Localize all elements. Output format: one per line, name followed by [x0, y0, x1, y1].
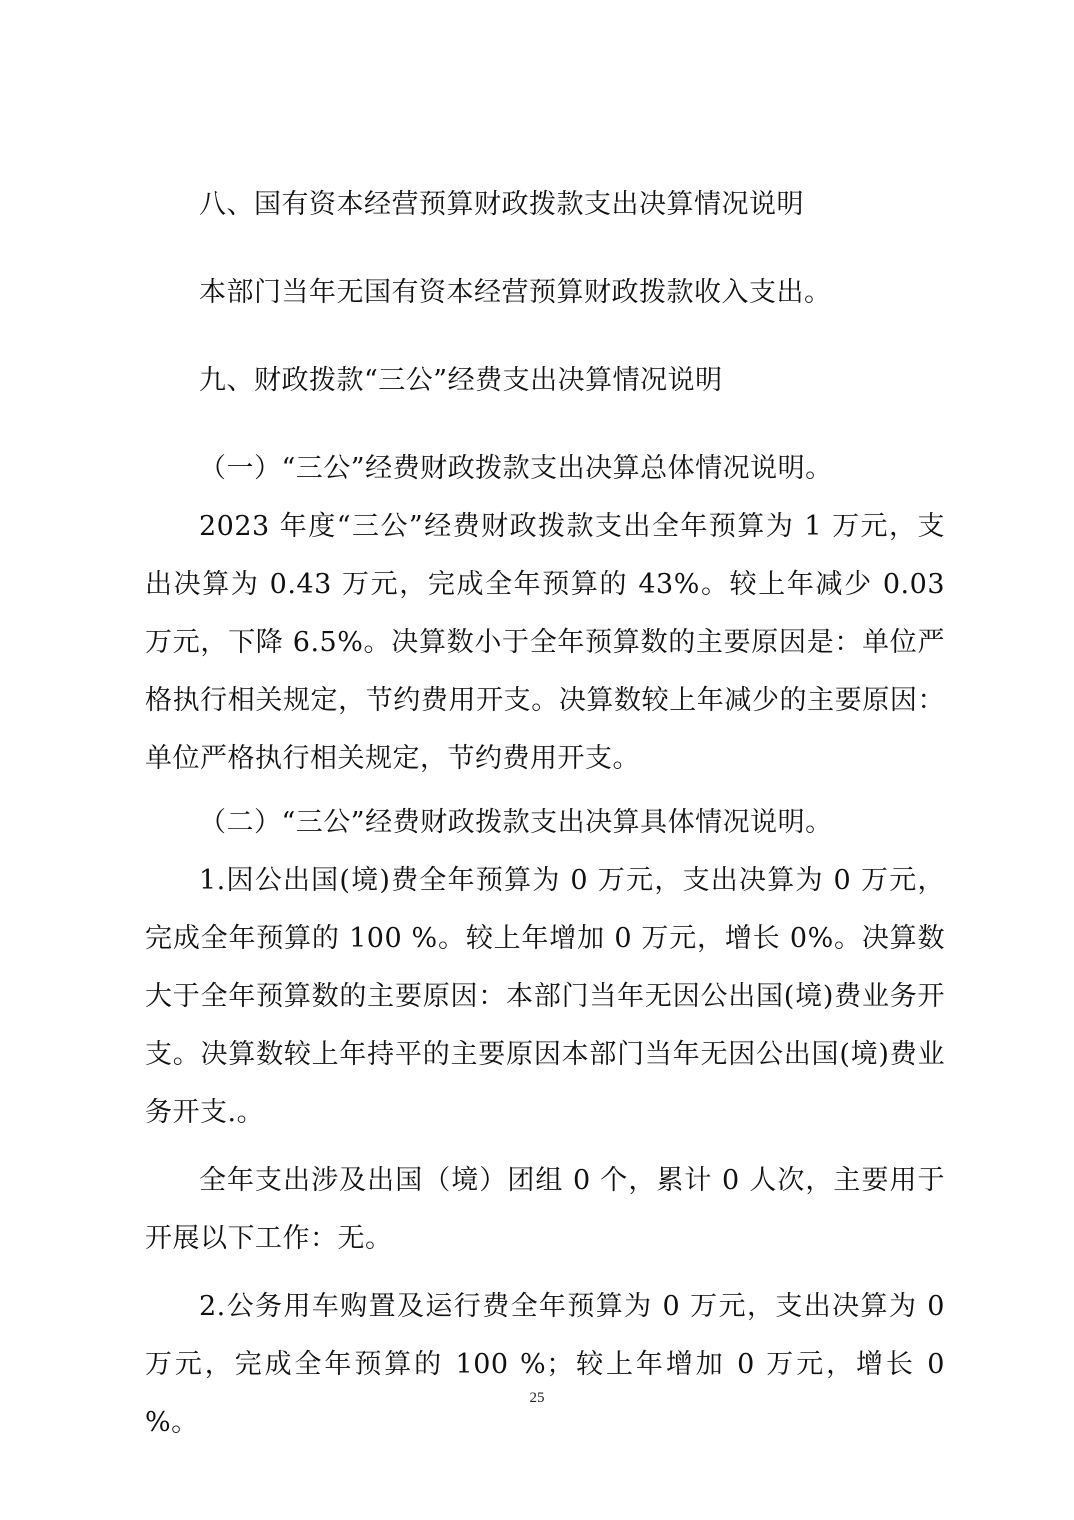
section-heading-9: 九、财政拨款“三公”经费支出决算情况说明: [199, 365, 723, 396]
paragraph-overseas-groups: 全年支出涉及出国（境）团组 0 个，累计 0 人次，主要用于开展以下工作：无。: [145, 1165, 945, 1254]
sub-heading-overall: （一）“三公”经费财政拨款支出决算总体情况说明。: [199, 453, 833, 484]
paragraph-state-capital-note: 本部门当年无国有资本经营预算财政拨款收入支出。: [199, 277, 832, 308]
document-body: [145, 176, 945, 1452]
page-number: 25: [529, 1390, 545, 1406]
section-heading-8: 八、国有资本经营预算财政拨款支出决算情况说明: [199, 189, 804, 220]
sub-heading-specific: （二）“三公”经费财政拨款支出决算具体情况说明。: [199, 807, 833, 838]
paragraph-overall-details: 2023 年度“三公”经费财政拨款支出全年预算为 1 万元，支出决算为 0.43 万元，完成全年预算的 43%。较上年减少 0.03 万元，下降 6.5%。决算数小于全年预算数的主要原因是：单位严格执行相关规定，节约费用开支。决算数较上年减少的主要原因：单位严格执行相关规定，节约费用开支。: [145, 511, 945, 774]
paragraph-vehicle-expense: 2.公务用车购置及运行费全年预算为 0 万元，支出决算为 0 万元，完成全年预算的 100 %；较上年增加 0 万元，增长 0 %。: [145, 1291, 945, 1438]
paragraph-overseas-expense: 1.因公出国(境)费全年预算为 0 万元，支出决算为 0 万元，完成全年预算的 100 %。较上年增加 0 万元，增长 0%。决算数大于全年预算数的主要原因：本部门当年无因公出国(境)费业务开支。决算数较上年持平的主要原因本部门当年无因公出国(境)费业务开支.。: [145, 865, 945, 1128]
